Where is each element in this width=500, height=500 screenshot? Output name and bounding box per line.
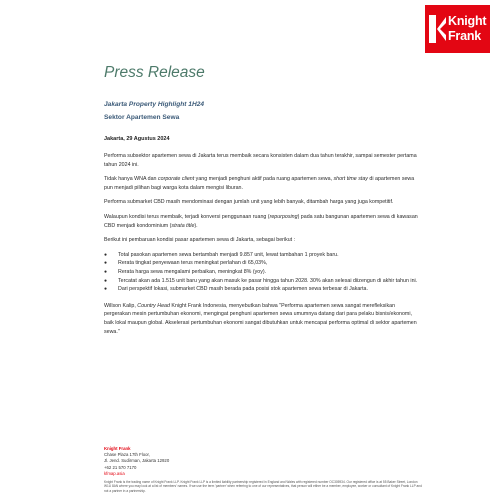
emphasis-text: corporate client xyxy=(157,176,195,183)
paragraph-quote xyxy=(104,302,422,336)
emphasis-text: repurposing xyxy=(269,213,298,220)
text-fragment: yang menjadi penghuni aktif pada ruang apartemen sewa, xyxy=(194,176,334,183)
report-subtitle: Jakarta Property Highlight 1H24 xyxy=(104,101,205,108)
paragraph-intro: Performa subsektor apartemen sewa di Jakarta terus membaik secara konsisten dalam dua tahun terakhir, sampai semester pertama tahun 2024 ini. xyxy=(104,153,417,168)
bullet-icon: ● xyxy=(104,251,108,258)
list-item xyxy=(104,277,422,286)
footer-legal-notice: Knight Frank is the trading name of Knight Frank LLP. Knight Frank LLP is a limited liability partnership registered in England and Wales with registered number OC305934. Our registered office is at 55 Baker Street, London W1U 8AN where you may look at a list of members' names. If we use the term 'partner' when referring to one of our representatives, that person will either be a member, employee, worker or consultant of Knight Frank LLP and not a partner in a partnership. xyxy=(104,480,422,493)
bullet-icon: ● xyxy=(104,268,108,275)
bullet-icon: ● xyxy=(104,277,108,284)
press-release-body xyxy=(104,152,422,342)
list-item xyxy=(104,285,422,294)
paragraph-tenants xyxy=(104,175,422,192)
paragraph-repurposing xyxy=(104,213,422,230)
list-item xyxy=(104,268,422,277)
paragraph-cbd: Performa submarket CBD masih mendominasi dengan jumlah unit yang lebih banyak, ditambah harga yang juga kompetitif. xyxy=(104,199,394,206)
text-fragment: di apartemen sewa pun menjadi pilihan bagi warga kota dalam mengisi liburan. xyxy=(104,176,415,191)
page-title: Press Release xyxy=(104,64,205,81)
market-update-list xyxy=(104,251,422,294)
footer-phone: +62 21 570 7170 xyxy=(104,464,137,470)
knight-frank-logo-mark-icon xyxy=(429,13,447,45)
paragraph-list-intro: Berikut ini pembaruan kondisi pasar apartemen sewa di Jakarta, sebagai berikut : xyxy=(104,237,296,244)
footer-website-link[interactable]: kfmap.asia xyxy=(104,470,125,476)
text-fragment: Tidak hanya WNA dan xyxy=(104,176,158,183)
section-heading: Sektor Apartemen Sewa xyxy=(104,114,180,121)
footer-address-line: Chase Plaza 17th Floor, xyxy=(104,452,150,458)
logo-word-knight: Knight xyxy=(448,14,487,28)
knight-frank-logo xyxy=(425,5,490,53)
footer-contact xyxy=(104,446,422,493)
emphasis-text: Country Head xyxy=(137,302,170,309)
list-item-text: Total pasokan apartemen sewa bertambah menjadi 9.857 unit, lewat tambahan 1 proyek baru. xyxy=(118,251,339,258)
list-item-text: Rerata tingkat penyewaan terus meningkat perlahan di 65,03%, xyxy=(118,260,268,267)
text-fragment: Walaupun kondisi terus membaik, terjadi konversi penggunaan ruang ( xyxy=(104,213,270,220)
list-item-text: Tercatat akan ada 1.515 unit baru yang akan masuk ke pasar hingga tahun 2028. 30% akan selesai diizengun di akhir tahun ini. xyxy=(118,277,418,284)
text-fragment: Knight Frank Indonesia, menyebutkan bahwa "Performa apartemen sewa sangat merefleksikan pergerakan mesin pertumbuhan ekonomi, mengingat penghuni apartemen sewa umumnya datang dari para pelaku bisnis/ekonomi, baik lokal maupun global. Akselerasi pertumbuhan ekonomi sangat dibutuhkan untuk mencapai performa optimal di sektor apartemen sewa." xyxy=(104,302,417,335)
emphasis-text: short time stay xyxy=(333,176,368,183)
bullet-icon: ● xyxy=(104,260,108,267)
footer-company-name: Knight Frank xyxy=(104,446,131,451)
logo-word-frank: Frank xyxy=(448,29,482,43)
list-item xyxy=(104,251,422,260)
text-fragment: Willson Kalip, xyxy=(104,302,138,309)
list-item xyxy=(104,259,422,268)
footer-address-line: Jl. Jend. Sudirman, Jakarta 12920 xyxy=(104,458,170,464)
bullet-icon: ● xyxy=(104,286,108,293)
text-fragment: ). xyxy=(194,222,198,229)
list-item-text: Dari perspektif lokasi, submarket CBD masih berada pada posisi stok apartemen sewa terbesar di Jakarta. xyxy=(118,286,368,293)
list-item-text: Rerata harga sewa mengalami perbaikan, meningkat 8% (yoy). xyxy=(118,268,267,275)
text-fragment: ) pada satu bangunan apartemen sewa di kawasan CBD menjadi kondominium ( xyxy=(104,213,418,229)
release-date: Jakarta, 29 Agustus 2024 xyxy=(104,136,170,142)
emphasis-text: strata title xyxy=(171,222,195,229)
